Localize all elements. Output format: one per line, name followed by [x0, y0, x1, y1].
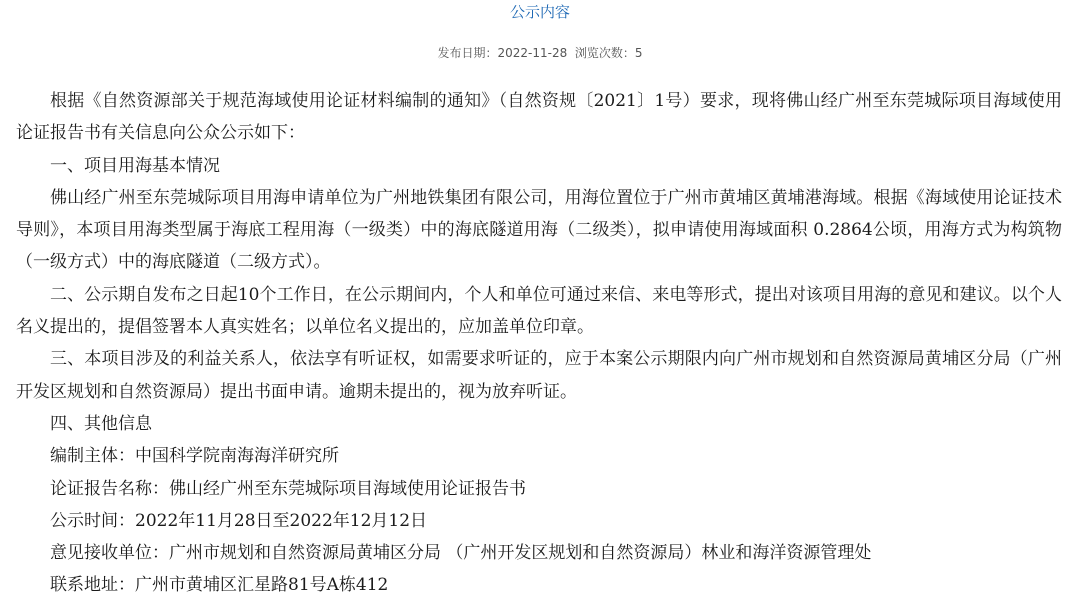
receiving-unit-line: 意见接收单位：广州市规划和自然资源局黄埔区分局 （广州开发区规划和自然资源局）林业和海洋资源管理处 — [50, 543, 872, 564]
hearing-rights-paragraph: 三、本项目涉及的利益关系人，依法享有听证权，如需要求听证的，应于本案公示期限内向广州市规划和自然资源局黄埔区分局（广州开发区规划和自然资源局）提出书面申请。逾期未提出的，视为放弃听证。 — [16, 349, 1062, 402]
basic-info-paragraph: 佛山经广州至东莞城际项目用海申请单位为广州地铁集团有限公司，用海位置位于广州市黄埔区黄埔港海域。根据《海域使用论证技术导则》，本项目用海类型属于海底工程用海（一级类）中的海底隧道用海（二级类），拟申请使用海域面积 0.2864公顷，用海方式为构筑物（一级方式）中的海底隧道（二级方式）。 — [16, 187, 1062, 273]
contact-address-line: 联系地址：广州市黄埔区汇星路81号A栋412 — [50, 575, 389, 596]
intro-paragraph: 根据《自然资源部关于规范海域使用论证材料编制的通知》（自然资规〔2021〕1号）要求，现将佛山经广州至东莞城际项目海域使用论证报告书有关信息向公众公示如下： — [16, 91, 1062, 144]
article-body — [16, 85, 1062, 602]
page-title: 公示内容 — [509, 3, 570, 21]
views-count: 5 — [634, 46, 643, 60]
compiler-line: 编制主体：中国科学院南海海洋研究所 — [50, 446, 339, 467]
report-name-line: 论证报告名称：佛山经广州至东莞城际项目海域使用论证报告书 — [50, 478, 526, 499]
publish-date-label: 发布日期： — [437, 46, 498, 60]
article-meta — [0, 44, 1080, 62]
meta-separator — [567, 46, 575, 60]
public-period-paragraph: 二、公示期自发布之日起10个工作日，在公示期间内，个人和单位可通过来信、来电等形式，提出对该项目用海的意见和建议。以个人名义提出的，提倡签署本人真实姓名；以单位名义提出的，应加盖单位印章。 — [16, 284, 1062, 338]
publish-date: 2022-11-28 — [497, 46, 568, 60]
section-heading-other-info: 四、其他信息 — [50, 413, 152, 434]
public-time-line: 公示时间：2022年11月28日至2022年12月12日 — [50, 510, 428, 531]
views-label: 浏览次数： — [574, 46, 635, 60]
section-heading-basic-info: 一、项目用海基本情况 — [50, 155, 220, 176]
